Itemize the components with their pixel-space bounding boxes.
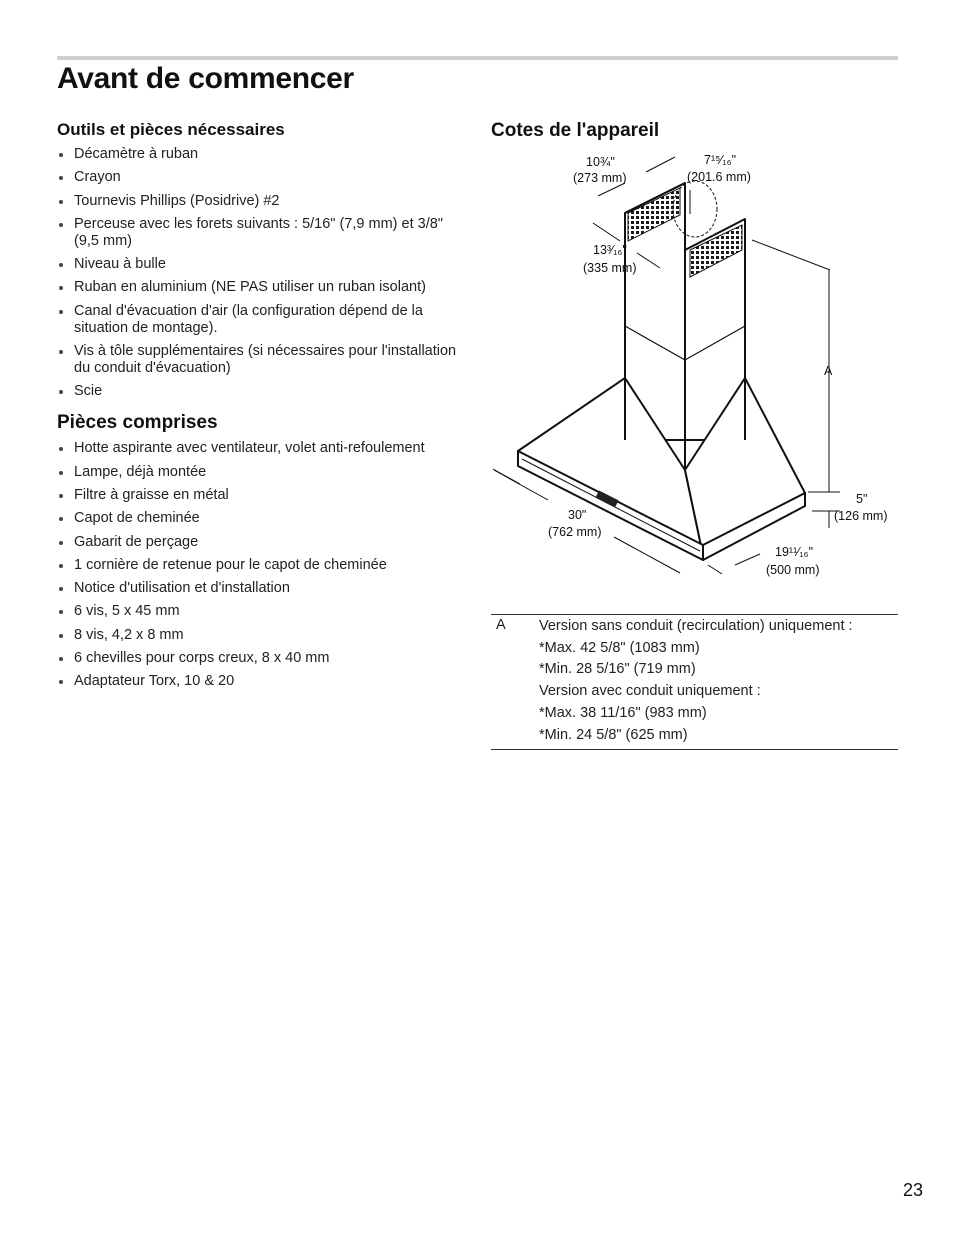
list-item-text: Gabarit de perçage [74, 533, 199, 550]
dim-6-inches: 19¹¹⁄₁₆" [775, 545, 814, 559]
bullet-icon [59, 564, 63, 568]
legend-letter: A [496, 617, 506, 633]
bullet-icon [59, 447, 63, 451]
dim-1-mm: (273 mm) [573, 171, 627, 185]
legend-line: Version avec conduit uniquement : [539, 683, 761, 700]
list-item-text: Ruban en aluminium (NE PAS utiliser un ruban isolant) [74, 279, 426, 296]
tools-list [57, 146, 467, 400]
dim-2-inches: 7¹⁵⁄₁₆" [704, 153, 737, 167]
list-item [57, 256, 467, 273]
legend-line: *Max. 42 5/8" (1083 mm) [539, 639, 700, 656]
list-item [57, 216, 467, 250]
bullet-icon [59, 517, 63, 521]
dimensions-heading: Cotes de l'appareil [491, 120, 660, 141]
list-item-text: 1 cornière de retenue pour le capot de cheminée [74, 556, 387, 573]
bullet-icon [59, 390, 63, 394]
list-item-text: Vis à tôle supplémentaires (si nécessaires pour l'installation du conduit d'évacuation) [74, 343, 457, 377]
dim-3-mm: (335 mm) [583, 261, 637, 275]
parts-section [57, 412, 467, 690]
dim-5-mm: (762 mm) [548, 525, 602, 539]
list-item [57, 673, 467, 690]
list-item [57, 343, 467, 377]
list-item-text: 8 vis, 4,2 x 8 mm [74, 626, 184, 643]
list-item [57, 650, 467, 667]
bullet-icon [59, 587, 63, 591]
list-item [57, 557, 467, 574]
list-item [57, 303, 467, 337]
list-item [57, 534, 467, 551]
list-item [57, 169, 467, 186]
dim-4-inches: 5" [856, 492, 868, 506]
bullet-icon [59, 634, 63, 638]
list-item-text: 6 chevilles pour corps creux, 8 x 40 mm [74, 650, 330, 667]
legend-line: *Min. 28 5/16" (719 mm) [539, 661, 696, 678]
bullet-icon [59, 263, 63, 267]
list-item [57, 603, 467, 620]
list-item [57, 464, 467, 481]
parts-list [57, 440, 467, 690]
legend-line: *Min. 24 5/8" (625 mm) [539, 726, 688, 743]
list-item-text: Adaptateur Torx, 10 & 20 [74, 673, 235, 690]
list-item-text: Décamètre à ruban [74, 146, 199, 162]
left-column [57, 120, 467, 697]
list-item [57, 146, 467, 163]
bullet-icon [59, 223, 63, 227]
list-item-text: Capot de cheminée [74, 510, 200, 527]
dim-6-mm: (500 mm) [766, 563, 820, 577]
list-item-text: Hotte aspirante avec ventilateur, volet anti-refoulement [74, 440, 425, 457]
bullet-icon [59, 657, 63, 661]
bullet-icon [59, 494, 63, 498]
list-item [57, 440, 467, 457]
list-item-text: Filtre à graisse en métal [74, 486, 229, 503]
list-item [57, 279, 467, 296]
list-item-text: Perceuse avec les forets suivants : 5/16" (7,9 mm) et 3/8" (9,5 mm) [74, 215, 443, 249]
dim-a-label: A [824, 364, 833, 378]
bullet-icon [59, 350, 63, 354]
bullet-icon [59, 541, 63, 545]
bullet-icon [59, 286, 63, 290]
dimension-legend [491, 614, 898, 750]
dim-1-inches: 10¾" [586, 155, 615, 169]
list-item-text: Canal d'évacuation d'air (la configuration dépend de la situation de montage). [74, 302, 423, 336]
legend-line: Version sans conduit (recirculation) uniquement : [539, 618, 853, 634]
list-item [57, 383, 467, 400]
list-item-text: Crayon [74, 169, 121, 186]
bullet-icon [59, 200, 63, 204]
list-item-text: Lampe, déjà montée [74, 463, 207, 480]
bullet-icon [59, 471, 63, 475]
list-item-text: Notice d'utilisation et d'installation [74, 580, 290, 597]
bullet-icon [59, 176, 63, 180]
list-item [57, 627, 467, 644]
dim-3-inches: 13³⁄₁₆" [593, 243, 627, 257]
dim-4-mm: (126 mm) [834, 509, 888, 523]
bullet-icon [59, 153, 63, 157]
top-rule [57, 56, 898, 60]
tools-heading: Outils et pièces nécessaires [57, 120, 285, 139]
list-item-text: 6 vis, 5 x 45 mm [74, 603, 180, 620]
list-item-text: Tournevis Phillips (Posidrive) #2 [74, 192, 280, 209]
hood-drawing [518, 183, 805, 560]
hood-dimension-diagram [485, 145, 905, 590]
parts-heading: Pièces comprises [57, 412, 218, 434]
bullet-icon [59, 610, 63, 614]
bullet-icon [59, 310, 63, 314]
list-item [57, 193, 467, 210]
page-number: 23 [903, 1180, 924, 1200]
list-item [57, 510, 467, 527]
bullet-icon [59, 680, 63, 684]
dim-5-inches: 30" [568, 508, 587, 522]
list-item [57, 580, 467, 597]
list-item-text: Niveau à bulle [74, 256, 166, 273]
legend-line: *Max. 38 11/16" (983 mm) [539, 704, 707, 721]
legend-lines [539, 616, 898, 746]
list-item [57, 487, 467, 504]
page-title: Avant de commencer [57, 62, 354, 95]
dim-2-mm: (201.6 mm) [687, 170, 751, 184]
list-item-text: Scie [74, 383, 103, 400]
